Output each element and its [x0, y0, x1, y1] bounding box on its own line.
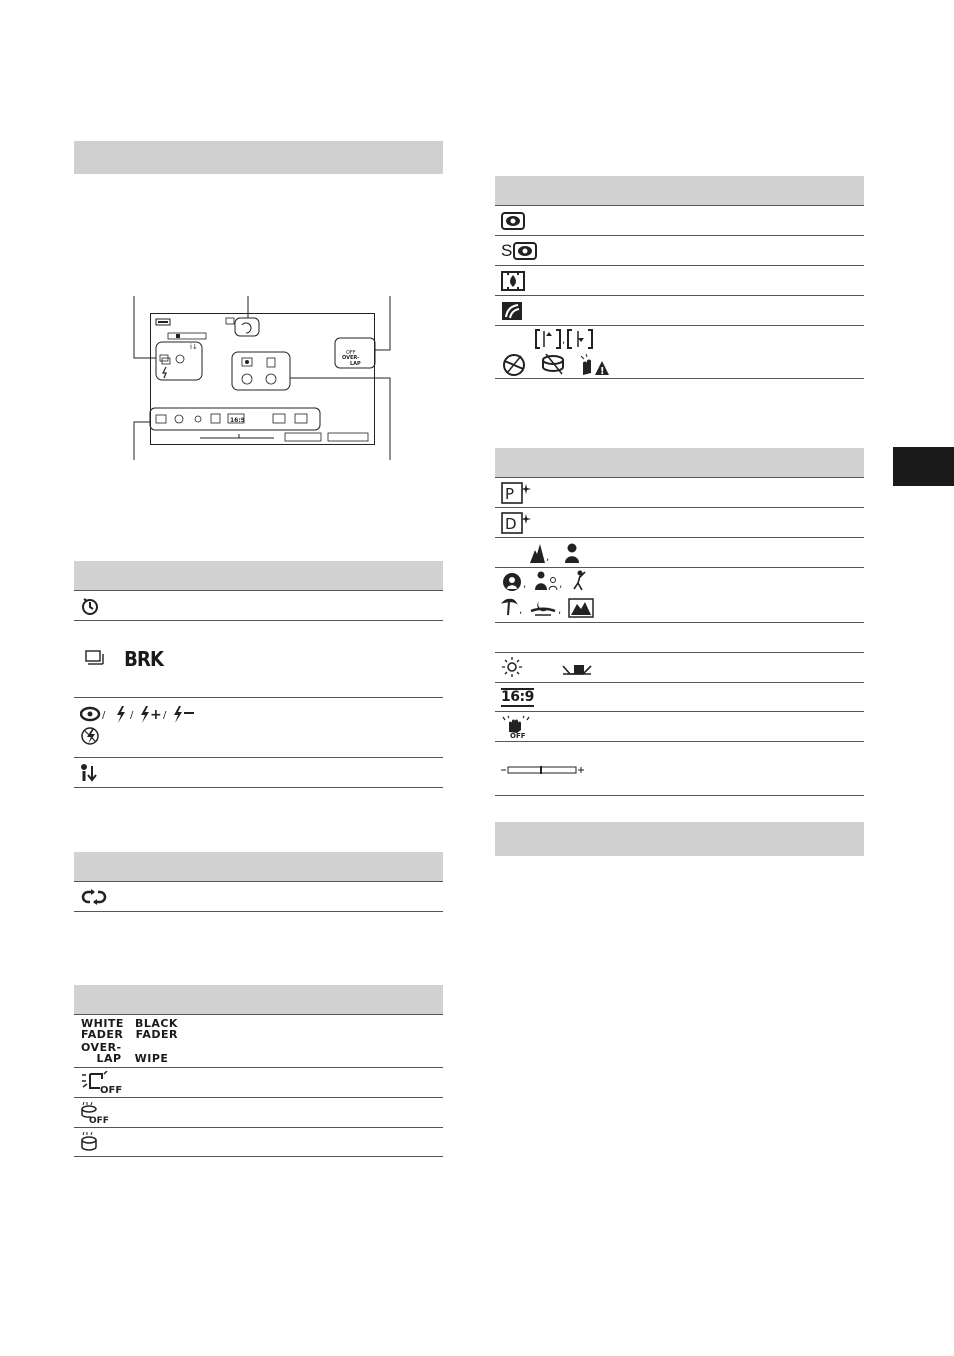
white-balance-icons: [501, 656, 601, 680]
svg-text:/: /: [163, 710, 167, 721]
telemacro-icon: [501, 301, 523, 321]
picture-effect-icon: [501, 482, 531, 504]
table-row-disc-off: [74, 1098, 443, 1128]
s-label: S: [501, 240, 513, 260]
disc-light-off-icon: [80, 1101, 112, 1125]
svg-text:OFF: OFF: [89, 1115, 109, 1125]
table-right-1: [495, 176, 864, 379]
table-header: [74, 985, 443, 1015]
burst-icon: [84, 649, 106, 669]
overlap-label: OVER- LAP: [81, 1041, 122, 1065]
table-left-1: [74, 561, 443, 788]
table-right-2: [495, 448, 864, 796]
table-row-mic: [74, 758, 443, 788]
black-fader-label: BLACK FADER: [134, 1017, 178, 1041]
table-row-repeat: [74, 882, 443, 912]
table-header: [495, 448, 864, 478]
section-header-right: [495, 822, 864, 856]
table-row-empty: [495, 623, 864, 653]
repeat-icon: [80, 887, 108, 907]
table-row-digital-effect: [495, 508, 864, 538]
svg-text:+: +: [150, 707, 162, 723]
off-text: OFF: [100, 1084, 122, 1095]
table-row-steadyshot-off: [495, 712, 864, 742]
svg-text:!: !: [600, 366, 605, 377]
svg-text:,: ,: [546, 552, 550, 563]
svg-text:,: ,: [559, 579, 563, 590]
svg-text:,: ,: [523, 579, 527, 590]
svg-text:,: ,: [558, 605, 562, 616]
eye-icon: [513, 242, 537, 260]
spot-focus-icon: [501, 271, 525, 291]
lcd-backlight-off-icon: [80, 1071, 122, 1095]
aspect-16-9-label: 16:9: [501, 688, 534, 705]
wipe-label: WIPE: [134, 1052, 169, 1065]
table-row-flash: [74, 698, 443, 758]
table-row-burst: [74, 621, 443, 698]
chapter-tab: [893, 447, 954, 486]
table-row-spot-meter: [495, 206, 864, 236]
scene-landscape-portrait-icons: [499, 540, 589, 566]
focus-mode-icons: [499, 327, 619, 377]
scene-mode-icons: [499, 569, 609, 623]
table-header: [495, 176, 864, 206]
table-row-disc: [74, 1128, 443, 1157]
table-row-scene-basic: [495, 538, 864, 568]
svg-text:D: D: [505, 514, 517, 533]
table-row-backlight-off: [74, 1068, 443, 1098]
svg-text:,: ,: [519, 605, 523, 616]
svg-text:OVER-: OVER-: [342, 355, 360, 361]
table-header: [74, 852, 443, 882]
table-row-spot-s: [495, 236, 864, 266]
table-header: [74, 561, 443, 591]
table-row-fader: [74, 1015, 443, 1068]
table-row-aspect: [495, 683, 864, 712]
steadyshot-off-icon: [501, 716, 531, 738]
table-left-2: [74, 852, 443, 912]
table-row-scene-more: [495, 568, 864, 623]
table-left-3: [74, 985, 443, 1157]
svg-text:i↓: i↓: [190, 343, 198, 351]
flash-mode-icons: [80, 704, 210, 746]
digital-effect-icon: [501, 512, 531, 534]
svg-text:/: /: [130, 710, 134, 721]
table-row-picture-effect: [495, 478, 864, 508]
table-row-focus-misc: [495, 326, 864, 379]
disc-icon: [80, 1131, 100, 1153]
eye-icon: [501, 212, 525, 230]
section-header-left: [74, 141, 443, 174]
svg-text:LAP: LAP: [350, 361, 361, 367]
lcd-contents: [150, 313, 375, 445]
svg-text:OFF: OFF: [510, 731, 526, 738]
mic-level-icon: [80, 763, 100, 783]
table-row-self-timer: [74, 591, 443, 621]
svg-text:P: P: [505, 484, 515, 503]
self-timer-icon: [80, 596, 100, 616]
exposure-slider-icon: [500, 764, 590, 776]
svg-text:OFF: OFF: [346, 350, 356, 356]
svg-text:/: /: [102, 710, 106, 721]
table-row-spot-focus: [495, 266, 864, 296]
svg-text:,: ,: [562, 335, 566, 346]
table-row-white-balance: [495, 653, 864, 683]
table-row-telemacro: [495, 296, 864, 326]
svg-text:16:9: 16:9: [230, 417, 245, 424]
table-row-exposure: [495, 742, 864, 796]
brk-label: BRK: [124, 647, 163, 671]
white-fader-label: WHITE FADER: [81, 1017, 124, 1041]
